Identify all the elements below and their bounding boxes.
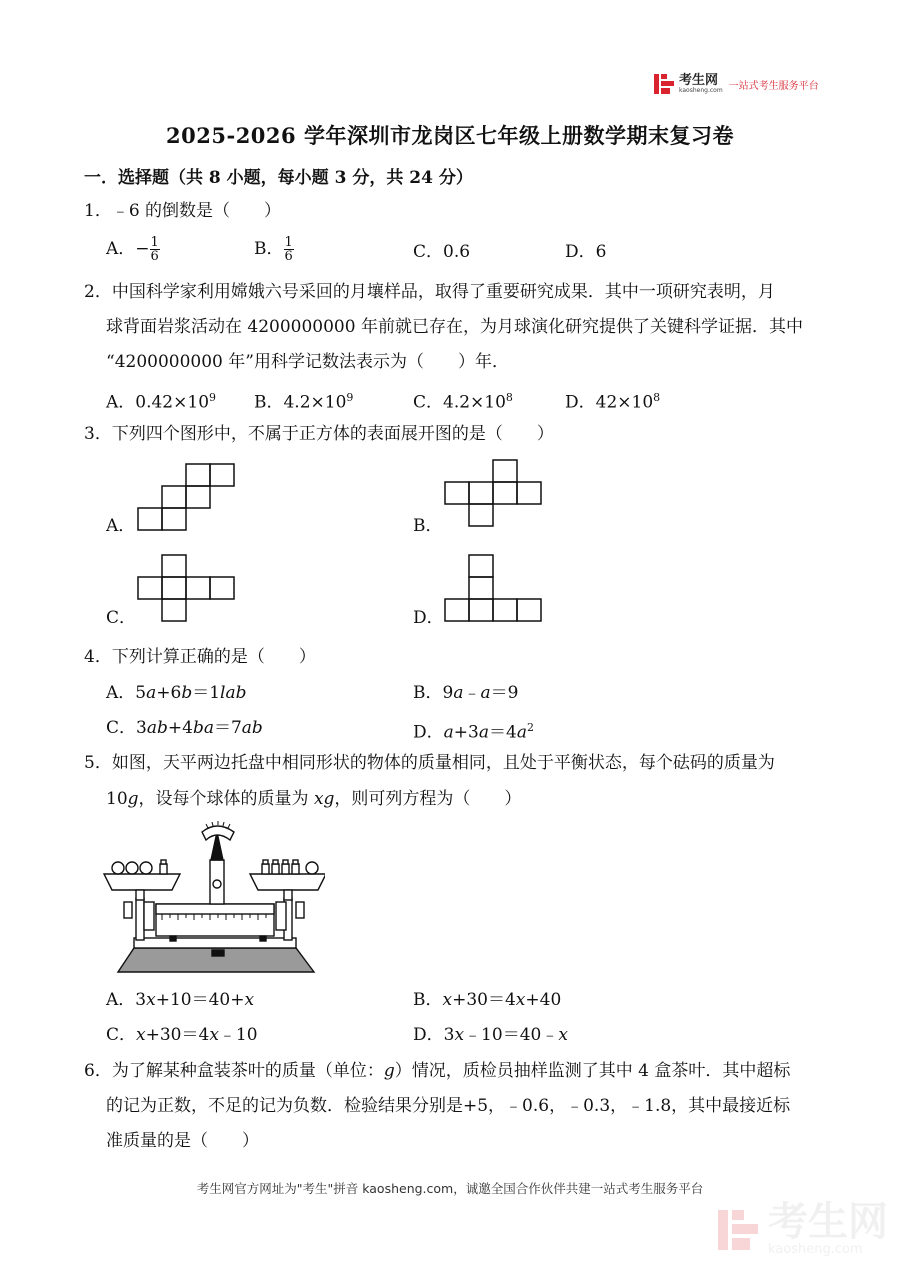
question-2-line-1: 2．中国科学家利用嫦娥六号采回的月壤样品，取得了重要研究成果．其中一项研究表明，月 xyxy=(84,282,775,302)
question-3-net-b xyxy=(443,458,545,530)
question-1-option-b: B． $\frac{1}{6}$ xyxy=(254,235,293,264)
question-3-net-c xyxy=(136,553,238,625)
question-3-stem: 3．下列四个图形中，不属于正方体的表面展开图的是（ ） xyxy=(84,424,554,444)
question-5-option-a: A．3x+10＝40+x xyxy=(106,990,255,1010)
section-heading: 一．选择题（共 8 小题，每小题 3 分，共 24 分） xyxy=(84,168,473,188)
question-4-option-b: B．9a﹣a＝9 xyxy=(413,683,519,703)
question-1-option-c: C．0.6 xyxy=(413,242,471,262)
question-5-option-b: B．x+30＝4x+40 xyxy=(413,990,562,1010)
question-2-option-b: B．$4.2\times 10^9$ xyxy=(254,391,354,413)
question-2-option-a: A．$0.42\times 10^9$ xyxy=(106,391,217,413)
question-1-option-a: A．− $\frac{1}{6}$ xyxy=(106,235,159,264)
logo-slogan: 一站式考生服务平台 xyxy=(728,80,819,92)
question-1-stem: 1．﹣6 的倒数是（ ） xyxy=(84,201,282,221)
question-4-option-c: C．3ab+4ba＝7ab xyxy=(106,718,263,738)
question-2-option-c: C．$4.2\times 10^8$ xyxy=(413,391,513,413)
question-5-option-c: C．x+30＝4x﹣10 xyxy=(106,1025,258,1045)
question-6-line-3: 准质量的是（ ） xyxy=(106,1131,259,1151)
logo-name: 考生网 xyxy=(679,73,719,88)
logo-url: kaosheng.com xyxy=(679,87,723,94)
watermark-name: 考生网 xyxy=(768,1199,888,1245)
question-3-option-c-label: C． xyxy=(106,608,137,628)
watermark xyxy=(718,1199,888,1257)
page-footer: 考生网官方网址为"考生"拼音 kaosheng.com，诚邀全国合作伙伴共建一站式考生服务平台 xyxy=(196,1181,704,1196)
header-logo xyxy=(654,73,819,95)
question-4-option-d: D．$a+3a=4a^2$ xyxy=(413,721,534,743)
question-5-line-2: 10g，设每个球体的质量为 xg，则可列方程为（ ） xyxy=(106,789,522,809)
question-1-option-d: D．6 xyxy=(565,242,607,262)
question-5-line-1: 5．如图，天平两边托盘中相同形状的物体的质量相同，且处于平衡状态，每个砝码的质量为 xyxy=(84,753,775,773)
question-2-line-2: 球背面岩浆活动在 4200000000 年前就已存在，为月球演化研究提供了关键科学证据．其中 xyxy=(106,317,803,337)
question-6-line-1: 6．为了解某种盒装茶叶的质量（单位：g）情况，质检员抽样监测了其中 4 盒茶叶．其中超标 xyxy=(84,1061,791,1081)
question-3-net-a xyxy=(136,462,238,532)
question-3-net-d xyxy=(443,553,545,625)
page-title: 2025-2026 学年深圳市龙岗区七年级上册数学期末复习卷 xyxy=(166,123,734,148)
watermark-url: kaosheng.com xyxy=(768,1242,863,1257)
question-3-option-a-label: A． xyxy=(106,516,136,536)
question-4-stem: 4．下列计算正确的是（ ） xyxy=(84,647,316,667)
question-3-option-d-label: D． xyxy=(413,608,444,628)
question-4-option-a: A．5a+6b＝1lab xyxy=(106,683,247,703)
question-3-option-b-label: B． xyxy=(413,516,443,536)
balance-scale-figure xyxy=(100,820,325,976)
question-2-line-3: “4200000000 年”用科学记数法表示为（ ）年． xyxy=(106,352,509,372)
question-5-option-d: D．3x﹣10＝40﹣x xyxy=(413,1025,568,1045)
question-2-option-d: D．$42\times 10^8$ xyxy=(565,391,661,413)
watermark-logo-icon xyxy=(718,1208,762,1252)
kaosheng-logo-icon xyxy=(654,73,676,95)
question-6-line-2: 的记为正数，不足的记为负数．检验结果分别是+5，﹣0.6，﹣0.3，﹣1.8，其中最接近标 xyxy=(106,1096,791,1116)
